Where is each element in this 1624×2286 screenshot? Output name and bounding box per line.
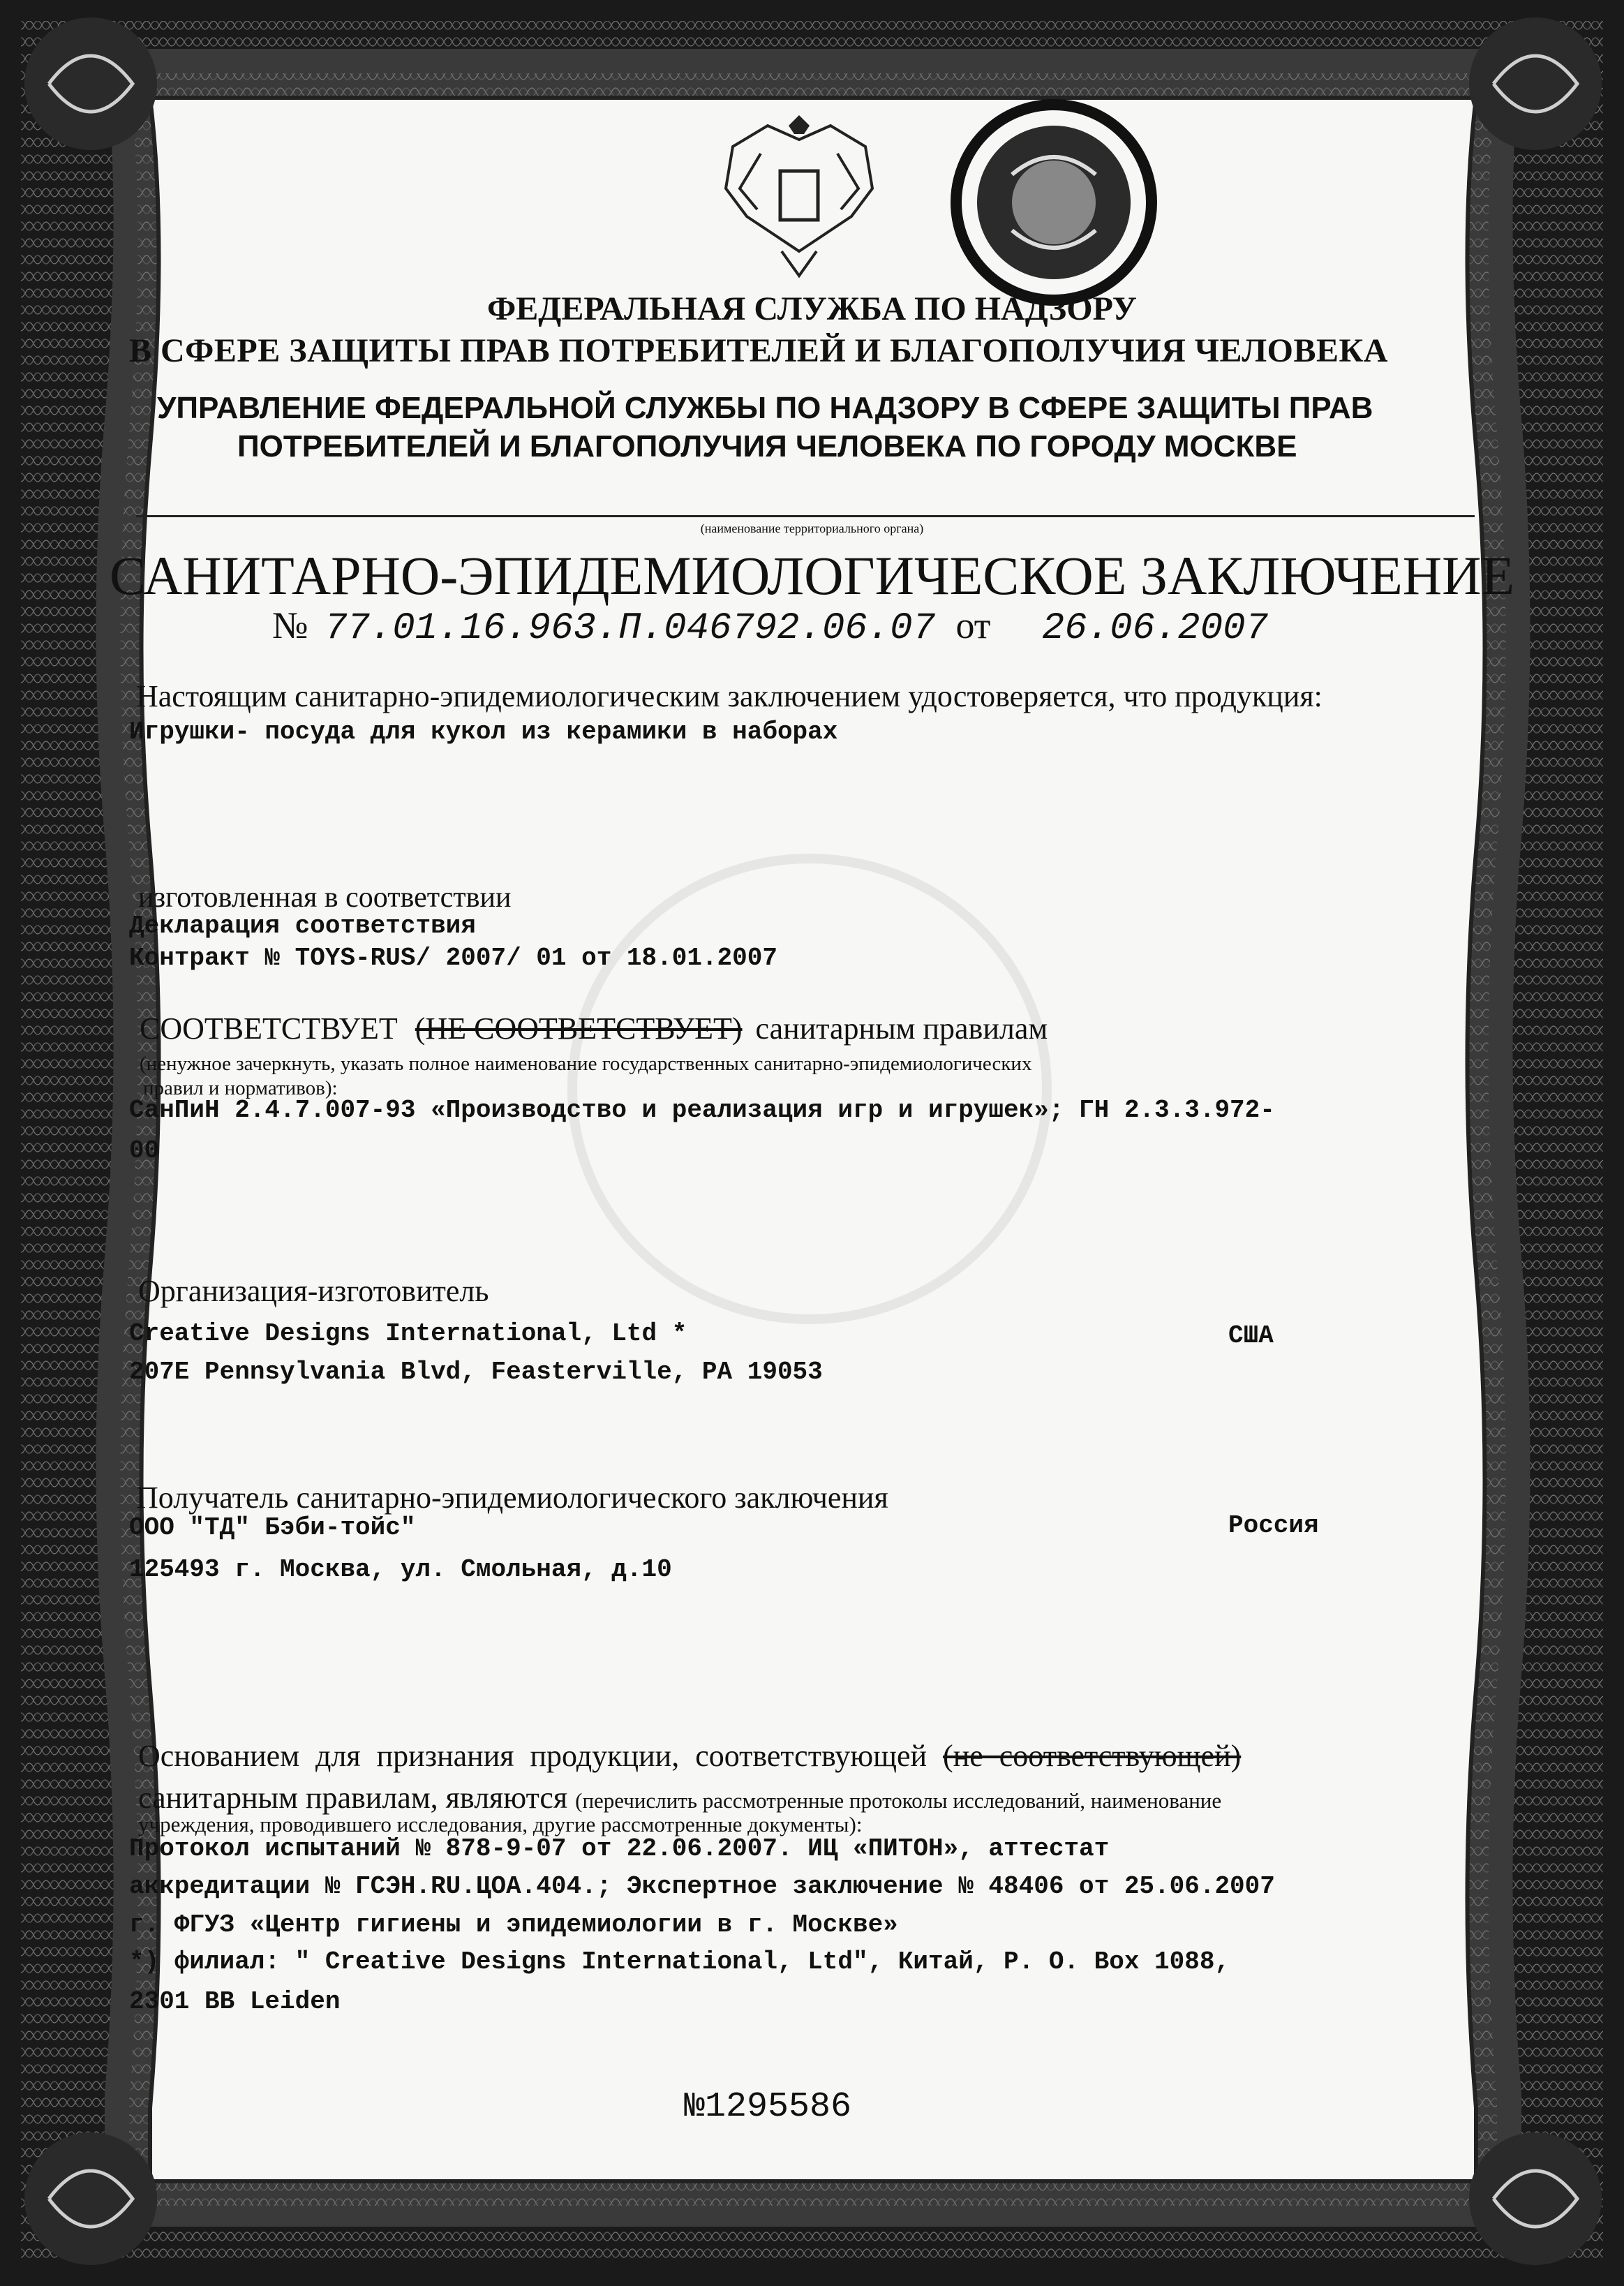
conformity-row: [140, 1011, 1048, 1046]
office-line-2: ПОТРЕБИТЕЛЕЙ И БЛАГОПОЛУЧИЯ ЧЕЛОВЕКА ПО ГОРОДУ МОСКВЕ: [237, 429, 1297, 463]
conformity-note-1: (ненужное зачеркнуть, указать полное наименование государственных санитарно-эпидемиологических: [140, 1053, 1032, 1075]
number-sign: №: [272, 604, 308, 646]
basis-value-2: аккредитации № ГСЭН.RU.ЦОА.404.; Экспертное заключение № 48406 от 25.06.2007: [129, 1872, 1275, 1901]
basis-line-1: [138, 1738, 1241, 1774]
recipient-country: Россия: [1228, 1511, 1319, 1540]
accordance-line-2: Контракт № TOYS-RUS/ 2007/ 01 от 18.01.2007: [129, 944, 777, 972]
basis-note: (перечислить рассмотренные протоколы исследований, наименование: [575, 1788, 1222, 1813]
rules-label: санитарным правилам: [755, 1011, 1048, 1046]
federal-service-line-1: ФЕДЕРАЛЬНАЯ СЛУЖБА ПО НАДЗОРУ: [487, 290, 1137, 327]
recipient-name: ООО "ТД" Бэби-тойс": [129, 1513, 416, 1542]
manufacturer-country: США: [1228, 1321, 1274, 1350]
complies-label: СООТВЕТСТВУЕТ: [140, 1011, 398, 1046]
office-caption: (наименование территориального органа): [700, 521, 924, 535]
recipient-address: 125493 г. Москва, ул. Смольная, д.10: [129, 1555, 672, 1584]
office-line-1: УПРАВЛЕНИЕ ФЕДЕРАЛЬНОЙ СЛУЖБЫ ПО НАДЗОРУ В СФЕРЕ ЗАЩИТЫ ПРАВ: [157, 391, 1373, 425]
basis-text-1: Основанием для признания продукции, соответствующей: [138, 1739, 928, 1773]
intro-text: Настоящим санитарно-эпидемиологическим заключением удостоверяется, что продукция:: [136, 679, 1323, 713]
manufacturer-address: 207E Pennsylvania Blvd, Feasterville, PA 19053: [129, 1358, 823, 1386]
certificate-number-row: [272, 604, 1268, 650]
number-from-label: от: [955, 604, 991, 646]
basis-line-2: [138, 1780, 1221, 1816]
accordance-label: изготовленная в соответствии: [138, 882, 512, 914]
office-underline: [136, 515, 1475, 517]
certificate-date: 26.06.2007: [1041, 607, 1268, 650]
form-number: №1295586: [684, 2087, 852, 2127]
product-name: Игрушки- посуда для кукол из керамики в наборах: [129, 718, 838, 746]
conformity-note-2: правил и нормативов):: [143, 1077, 338, 1099]
recipient-label: Получатель санитарно-эпидемиологического заключения: [136, 1480, 888, 1515]
document-title: САНИТАРНО-ЭПИДЕМИОЛОГИЧЕСКОЕ ЗАКЛЮЧЕНИЕ: [109, 545, 1515, 606]
basis-value-5: 2301 BB Leiden: [129, 1987, 341, 2016]
basis-value-4: *) филиал: " Creative Designs International, Ltd", Китай, P. O. Box 1088,: [129, 1947, 1230, 1976]
basis-text-2: санитарным правилам, являются: [138, 1781, 568, 1815]
certificate-number: 77.01.16.963.П.046792.06.07: [325, 607, 935, 650]
basis-value-3: г. ФГУЗ «Центр гигиены и эпидемиологии в г. Москве»: [129, 1910, 898, 1939]
conformity-value-2: 00: [129, 1136, 160, 1165]
federal-service-line-2: В СФЕРЕ ЗАЩИТЫ ПРАВ ПОТРЕБИТЕЛЕЙ И БЛАГОПОЛУЧИЯ ЧЕЛОВЕКА: [129, 332, 1388, 369]
manufacturer-name: Creative Designs International, Ltd *: [129, 1319, 687, 1348]
accordance-line-1: Декларация соответствия: [129, 912, 476, 940]
basis-line-3: учреждения, проводившего исследования, другие рассмотренные документы):: [138, 1812, 863, 1836]
basis-strike: (не соответствующей): [943, 1739, 1242, 1773]
conformity-value-1: СанПиН 2.4.7.007-93 «Производство и реализация игр и игрушек»; ГН 2.3.3.972-: [129, 1096, 1275, 1125]
coat-of-arms-emblem: [719, 112, 879, 279]
basis-value-1: Протокол испытаний № 878-9-07 от 22.06.2007. ИЦ «ПИТОН», аттестат: [129, 1834, 1110, 1863]
official-round-stamp: [949, 98, 1159, 307]
not-complies-label: (НЕ СООТВЕТСТВУЕТ): [415, 1011, 743, 1046]
manufacturer-label: Организация-изготовитель: [138, 1274, 489, 1308]
